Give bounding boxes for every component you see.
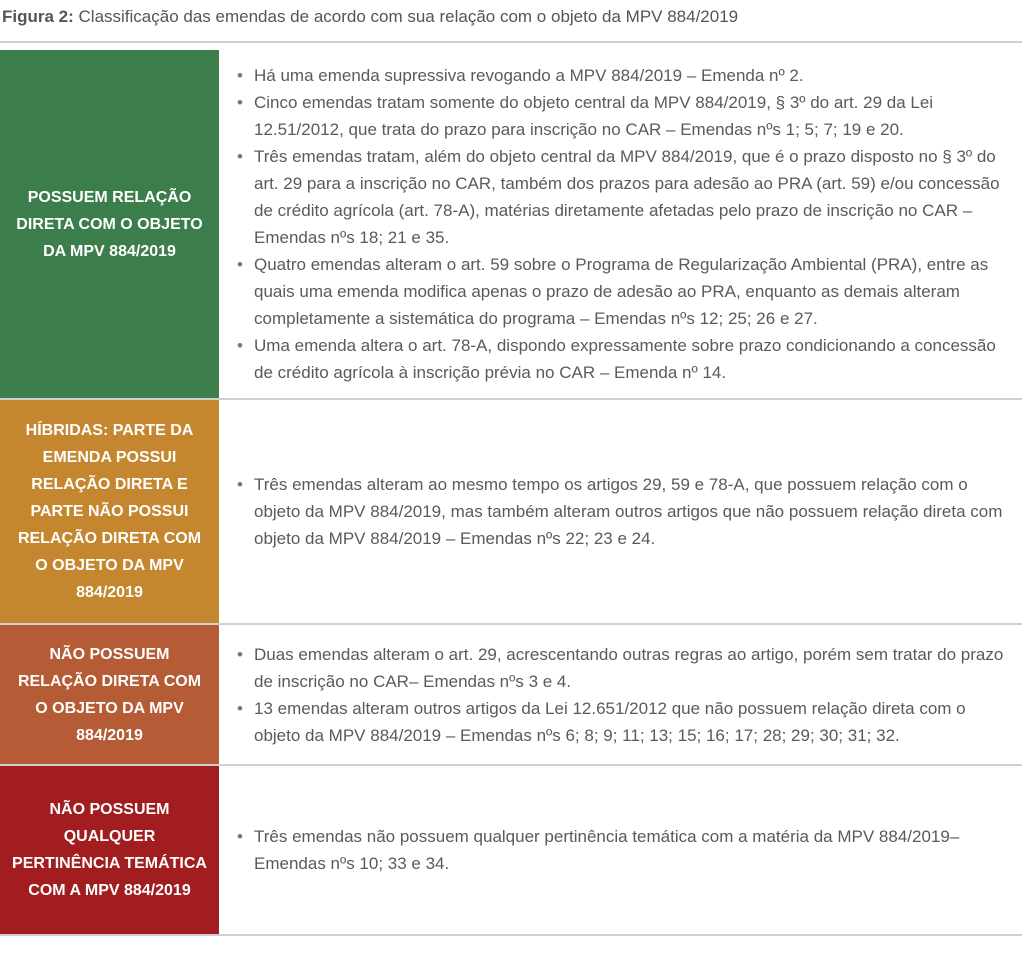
bullet-item: • Quatro emendas alteram o art. 59 sobre o Programa de Regularização Ambiental (PRA), entre as quais uma emenda modifica apenas o prazo de adesão ao PRA, enquanto as demais alteram completamente a sistemática do programa – Emendas nºs 12; 25; 26 e 27. — [237, 251, 1014, 332]
table-row-hybrid — [0, 400, 1022, 625]
table-row-none — [0, 766, 1022, 936]
bullet-item: • Há uma emenda supressiva revogando a MPV 884/2019 – Emenda nº 2. — [237, 62, 1014, 89]
bullet-list — [237, 62, 1014, 386]
category-none: NÃO POSSUEM QUALQUER PERTINÊNCIA TEMÁTICA COM A MPV 884/2019 — [0, 766, 219, 934]
bullet-list — [237, 471, 1014, 552]
figure-caption — [2, 6, 1020, 28]
bullet-item: • Uma emenda altera o art. 78-A, dispondo expressamente sobre prazo condicionando a concessão de crédito agrícola à inscrição prévia no CAR – Emenda nº 14. — [237, 332, 1014, 386]
row-content-hybrid — [219, 400, 1022, 623]
bullet-item: • Três emendas não possuem qualquer pertinência temática com a matéria da MPV 884/2019– Emendas nºs 10; 33 e 34. — [237, 823, 1014, 877]
figure-title: Classificação das emendas de acordo com sua relação com o objeto da MPV 884/2019 — [73, 7, 739, 26]
top-divider — [0, 41, 1022, 43]
bullet-item: • Três emendas alteram ao mesmo tempo os artigos 29, 59 e 78-A, que possuem relação com o objeto da MPV 884/2019, mas também alteram outros artigos que não possuem relação direta com objeto da MPV 884/2019 – Emendas nºs 22; 23 e 24. — [237, 471, 1014, 552]
bullet-item: • Cinco emendas tratam somente do objeto central da MPV 884/2019, § 3º do art. 29 da Lei 12.51/2012, que trata do prazo para inscrição no CAR – Emendas nºs 1; 5; 7; 19 e 20. — [237, 89, 1014, 143]
bullet-list — [237, 823, 1014, 877]
category-indirect: NÃO POSSUEM RELAÇÃO DIRETA COM O OBJETO DA MPV 884/2019 — [0, 625, 219, 764]
bullet-item: • Duas emendas alteram o art. 29, acrescentando outras regras ao artigo, porém sem tratar do prazo de inscrição no CAR– Emendas nºs 3 e 4. — [237, 641, 1014, 695]
bullet-list — [237, 641, 1014, 749]
figure-label: Figura 2: — [2, 7, 74, 26]
category-hybrid: HÍBRIDAS: PARTE DA EMENDA POSSUI RELAÇÃO DIRETA E PARTE NÃO POSSUI RELAÇÃO DIRETA COM O OBJETO DA MPV 884/2019 — [0, 400, 219, 623]
row-content-indirect — [219, 625, 1022, 764]
category-direct: POSSUEM RELAÇÃO DIRETA COM O OBJETO DA MPV 884/2019 — [0, 50, 219, 398]
row-content-direct — [219, 50, 1022, 398]
classification-table — [0, 50, 1022, 936]
bullet-item: • Três emendas tratam, além do objeto central da MPV 884/2019, que é o prazo disposto no § 3º do art. 29 para a inscrição no CAR, também dos prazos para adesão ao PRA (art. 59) e/ou concessão de crédito agrícola (art. 78-A), matérias diretamente afetadas pelo prazo de inscrição no CAR – Emendas nºs 18; 21 e 35. — [237, 143, 1014, 251]
table-row-indirect — [0, 625, 1022, 766]
row-content-none — [219, 766, 1022, 934]
table-row-direct — [0, 50, 1022, 400]
bullet-item: • 13 emendas alteram outros artigos da Lei 12.651/2012 que não possuem relação direta com o objeto da MPV 884/2019 – Emendas nºs 6; 8; 9; 11; 13; 15; 16; 17; 28; 29; 30; 31; 32. — [237, 695, 1014, 749]
